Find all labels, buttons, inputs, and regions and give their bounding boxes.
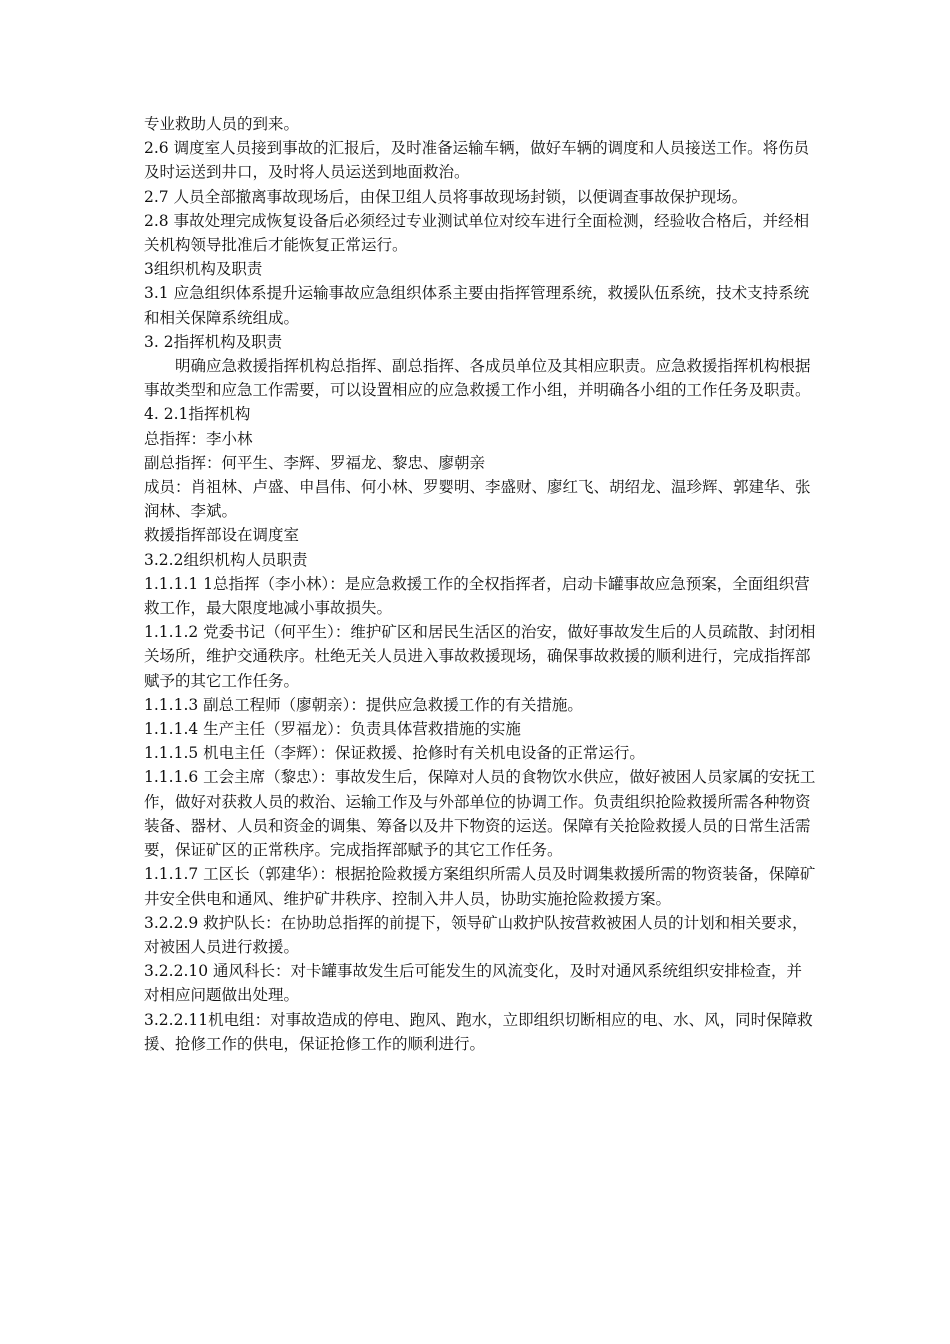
paragraph: 专业救助人员的到来。 (144, 115, 300, 133)
paragraph: 3.2.2.11机电组：对事故造成的停电、跑风、跑水，立即组织切断相应的电、水、风，同时保障救援、抢修工作的供电，保证抢修工作的顺利进行。 (144, 1010, 813, 1053)
paragraph: 3.2.2组织机构人员职责 (144, 550, 308, 569)
paragraph: 3.2.2.10 通风科长：对卡罐事故发生后可能发生的风流变化，及时对通风系统组织安排检查，并对相应问题做出处理。 (144, 962, 803, 1005)
paragraph: 1.1.1.7 工区长（郭建华）：根据抢险救援方案组织所需人员及时调集救援所需的物资装备，保障矿井安全供电和通风、维护矿井秩序、控制入井人员，协助实施抢险救援方案。 (144, 865, 816, 908)
paragraph: 1.1.1.1 1总指挥（李小林）：是应急救援工作的全权指挥者，启动卡罐事故应急预案，全面组织营救工作，最大限度地减小事故损失。 (144, 574, 810, 618)
paragraph: 救援指挥部设在调度室 (144, 526, 300, 545)
paragraph: 2.6 调度室人员接到事故的汇报后，及时准备运输车辆，做好车辆的调度和人员接送工作。将伤员及时运送到井口，及时将人员运送到地面救治。 (144, 139, 810, 182)
paragraph: 1.1.1.6 工会主席（黎忠）：事故发生后，保障对人员的食物饮水供应，做好被困人员家属的安抚工作，做好对获救人员的救治、运输工作及与外部单位的协调工作。负责组织抢险救援所需各种物资装备、器材、人员和资金的调集、筹备以及井下物资的运送。保障有关抢险救援人员的日常生活需要，保证矿区的正常秩序。完成指挥部赋予的其它工作任务。 (144, 768, 816, 860)
paragraph: 1.1.1.4 生产主任（罗福龙）：负责具体营救措施的实施 (144, 720, 521, 739)
paragraph: 总指挥：李小林 (144, 429, 253, 448)
paragraph: 3.2.2.9 救护队长：在协助总指挥的前提下，领导矿山救护队按营救被困人员的计划和相关要求，对被困人员进行救援。 (144, 913, 808, 956)
paragraph: 1.1.1.3 副总工程师（廖朝亲）：提供应急救援工作的有关措施。 (144, 695, 583, 714)
paragraph: 1.1.1.2 党委书记（何平生）：维护矿区和居民生活区的治安，做好事故发生后的人员疏散、封闭相关场所，维护交通秩序。杜绝无关人员进入事故救援现场，确保事故救援的顺利进行，完成指挥部赋予的其它工作任务。 (144, 623, 816, 690)
paragraph: 1.1.1.5 机电主任（李辉）：保证救援、抢修时有关机电设备的正常运行。 (144, 744, 645, 763)
paragraph: 3组织机构及职责 (144, 260, 263, 279)
paragraph: 2.8 事故处理完成恢复设备后必须经过专业测试单位对绞车进行全面检测，经验收合格后，并经相关机构领导批准后才能恢复正常运行。 (144, 211, 810, 255)
document-body (144, 112, 816, 1056)
paragraph: 3.1 应急组织体系提升运输事故应急组织体系主要由指挥管理系统，救援队伍系统，技术支持系统和相关保障系统组成。 (144, 284, 810, 327)
paragraph: 副总指挥：何平生、李辉、罗福龙、黎忠、廖朝亲 (144, 453, 486, 472)
paragraph: 3. 2指挥机构及职责 (144, 332, 283, 351)
paragraph: 4. 2.1指挥机构 (144, 405, 251, 424)
paragraph: 明确应急救援指挥机构总指挥、副总指挥、各成员单位及其相应职责。应急救援指挥机构根据事故类型和应急工作需要，可以设置相应的应急救援工作小组，并明确各小组的工作任务及职责。 (144, 357, 811, 400)
paragraph: 成员：肖祖林、卢盛、申昌伟、何小林、罗婴明、李盛财、廖红飞、胡绍龙、温珍辉、郭建华、张润林、李斌。 (144, 478, 811, 521)
paragraph: 2.7 人员全部撤离事故现场后，由保卫组人员将事故现场封锁，以便调查事故保护现场。 (144, 187, 748, 206)
